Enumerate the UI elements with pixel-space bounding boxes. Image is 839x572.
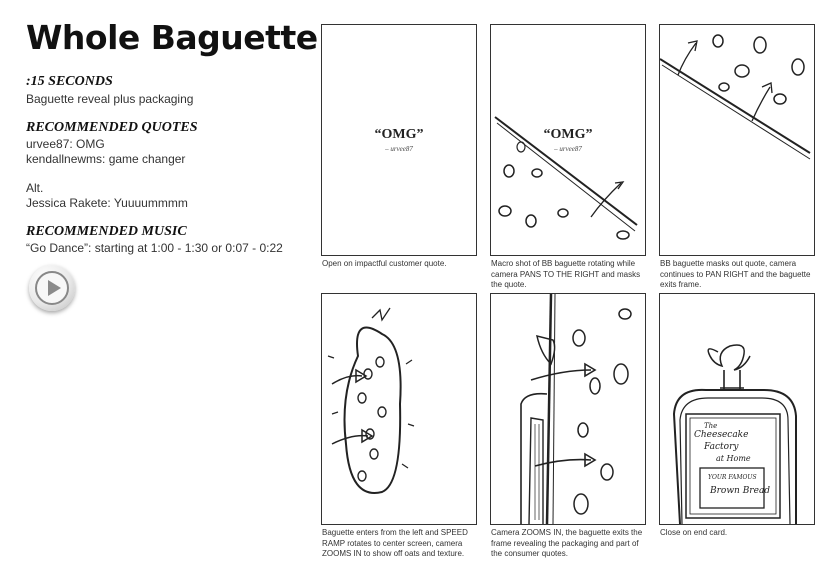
panel-5-caption: Camera ZOOMS IN, the baguette exits the frame revealing the packaging and part of the consumer quotes. — [491, 528, 643, 558]
quote-2: kendallnewms: game changer — [26, 152, 186, 166]
panel-1-quote-attribution: – urvee87 — [385, 145, 413, 153]
storyboard-panel-1 — [321, 24, 477, 256]
end-card-text-4: at Home — [716, 454, 751, 463]
page-title: Whole Baguette — [26, 18, 318, 57]
end-card-text-1: The — [704, 422, 718, 430]
play-icon — [35, 271, 69, 305]
panel-1-quote: “OMG” — [374, 127, 424, 142]
storyboard-panel-2 — [490, 24, 646, 256]
end-card-text-5: YOUR FAMOUS — [708, 474, 757, 481]
panel-5-sketch — [491, 294, 645, 524]
panel-2-caption: Macro shot of BB baguette rotating while camera PANS TO THE RIGHT and masks the quote. — [491, 259, 641, 289]
duration-description: Baguette reveal plus packaging — [26, 92, 194, 106]
end-card-text-3: Factory — [704, 442, 739, 452]
end-card-text-2: Cheesecake — [694, 430, 749, 440]
storyboard-panel-5 — [490, 293, 646, 525]
storyboard-panel-3 — [659, 24, 815, 256]
quote-1: urvee87: OMG — [26, 137, 105, 151]
panel-2-quote-attribution: – urvee87 — [554, 145, 582, 153]
storyboard-panel-6 — [659, 293, 815, 525]
panel-3-caption: BB baguette masks out quote, camera continues to PAN RIGHT and the baguette exits frame. — [660, 259, 811, 289]
panel-4-caption: Baguette enters from the left and SPEED RAMP rotates to center screen, camera ZOOMS IN to show off oats and texture. — [322, 528, 468, 558]
duration-heading: :15 SECONDS — [26, 74, 113, 89]
panel-1-caption: Open on impactful customer quote. — [322, 259, 447, 268]
music-description: “Go Dance”: starting at 1:00 - 1:30 or 0:07 - 0:22 — [26, 241, 283, 255]
panel-2-quote: “OMG” — [543, 127, 593, 142]
quotes-heading: RECOMMENDED QUOTES — [26, 120, 198, 135]
alt-label: Alt. — [26, 181, 44, 195]
panel-4-sketch — [322, 294, 476, 524]
panel-6-caption: Close on end card. — [660, 528, 728, 537]
panel-3-sketch — [660, 25, 814, 255]
music-heading: RECOMMENDED MUSIC — [26, 224, 187, 239]
end-card-text-6: Brown Bread — [710, 486, 771, 496]
play-button[interactable] — [29, 265, 75, 311]
storyboard-panel-4 — [321, 293, 477, 525]
alt-quote: Jessica Rakete: Yuuuummmm — [26, 196, 188, 210]
